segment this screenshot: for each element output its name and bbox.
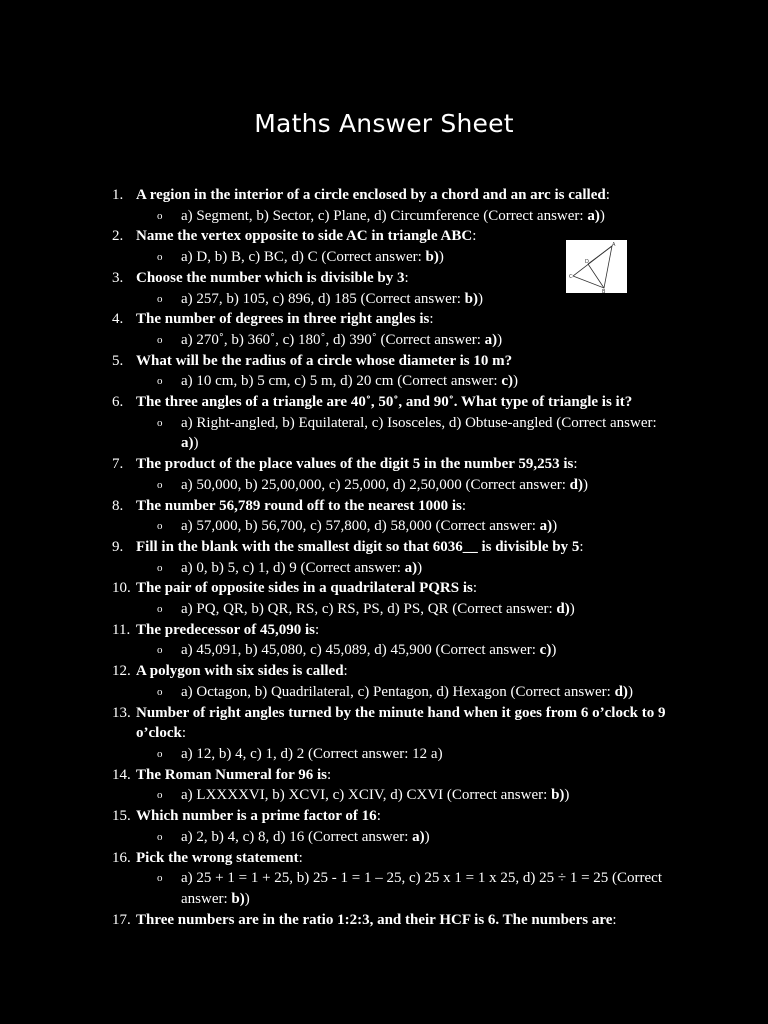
answer-options: [0, 785, 668, 806]
options-text: a) Octagon, b) Quadrilateral, c) Pentagon, d) Hexagon (Correct answer:: [181, 683, 615, 700]
question-text: A region in the interior of a circle enclosed by a chord and an arc is called: [136, 187, 606, 203]
question-colon: :: [315, 621, 320, 638]
question-number: 8.: [112, 497, 124, 514]
options-text: a) 50,000, b) 25,00,000, c) 25,000, d) 2,50,000 (Correct answer:: [181, 476, 570, 493]
question-number: 9.: [112, 538, 124, 555]
correct-answer: a): [181, 435, 194, 452]
question-colon: :: [605, 187, 610, 203]
question-number: 12.: [112, 663, 131, 680]
options-close: ): [564, 787, 570, 804]
question-colon: :: [612, 911, 617, 928]
question-item: [0, 661, 668, 682]
bullet-icon: o: [157, 747, 163, 760]
question-item: [0, 392, 668, 413]
bullet-icon: o: [157, 209, 163, 222]
question-item: [0, 578, 668, 599]
options-close: ): [569, 601, 575, 618]
options-text: a) LXXXXVI, b) XCVI, c) XCIV, d) CXVI (Correct answer:: [181, 787, 552, 804]
question-text: Which number is a prime factor of 16: [136, 808, 377, 825]
answer-options: [0, 640, 668, 661]
question-item: [0, 226, 668, 247]
question-text: Pick the wrong statement: [136, 849, 299, 866]
correct-answer: a): [484, 331, 498, 348]
bullet-icon: o: [157, 830, 163, 843]
correct-answer: d): [556, 601, 570, 618]
question-colon: :: [461, 497, 467, 514]
bullet-icon: o: [157, 478, 163, 491]
question-number: 7.: [112, 456, 124, 473]
answer-options: [0, 413, 668, 454]
question-text: A polygon with six sides is called: [136, 663, 344, 680]
options-text: a) 0, b) 5, c) 1, d) 9 (Correct answer:: [181, 559, 405, 576]
question-number: 4.: [112, 311, 124, 328]
options-text: a) D, b) B, c) BC, d) C (Correct answer:: [181, 249, 426, 266]
question-colon: :: [298, 849, 303, 866]
correct-answer: c): [501, 373, 513, 390]
options-close: ): [497, 331, 503, 348]
question-text: The pair of opposite sides in a quadrilateral PQRS is: [136, 580, 473, 597]
page-title: Maths Answer Sheet: [254, 108, 514, 138]
answer-options: [0, 247, 668, 268]
question-number: 10.: [112, 580, 131, 597]
bullet-icon: o: [157, 644, 163, 657]
question-item: [0, 185, 668, 206]
correct-answer: d): [614, 683, 628, 700]
options-text: a) 57,000, b) 56,700, c) 57,800, d) 58,000 (Correct answer:: [181, 518, 540, 535]
question-colon: :: [181, 725, 186, 742]
question-item: [0, 910, 668, 931]
correct-answer: c): [539, 642, 552, 659]
options-close: ): [599, 207, 605, 224]
question-text: Choose the number which is divisible by 3: [136, 269, 405, 286]
answer-options: [0, 206, 668, 227]
bullet-icon: o: [157, 416, 163, 429]
question-text: The number of degrees in three right angles is: [136, 311, 430, 328]
question-colon: :: [472, 580, 478, 597]
correct-answer: a): [412, 828, 425, 845]
question-number: 16.: [112, 849, 131, 866]
answer-options: [0, 827, 668, 848]
question-number: 17.: [112, 911, 131, 928]
question-number: 14.: [112, 766, 131, 783]
options-text: a) PQ, QR, b) QR, RS, c) RS, PS, d) PS, QR (Correct answer:: [181, 601, 557, 618]
question-colon: :: [343, 663, 348, 680]
question-item: [0, 765, 668, 786]
answer-options: [0, 475, 668, 496]
options-text: a) 270˚, b) 360˚, c) 180˚, d) 390˚ (Correct answer:: [181, 331, 485, 348]
options-close: ): [424, 828, 430, 845]
answer-options: [0, 558, 668, 579]
options-close: ): [583, 476, 589, 493]
answer-options: [0, 289, 668, 310]
answer-options: [0, 599, 668, 620]
bullet-icon: o: [157, 251, 163, 264]
bullet-icon: o: [157, 872, 163, 885]
bullet-icon: o: [157, 789, 163, 802]
question-text: Number of right angles turned by the minute hand when it goes from 6 o’clock to 9 o’clock: [136, 704, 666, 742]
question-text: The number 56,789 round off to the nearest 1000 is: [136, 497, 462, 514]
options-text: a) 12, b) 4, c) 1, d) 2 (Correct answer: 12 a): [181, 745, 443, 762]
answer-options: [0, 330, 668, 351]
question-number: 2.: [112, 228, 124, 245]
question-colon: :: [404, 269, 409, 286]
options-close: ): [438, 249, 444, 266]
bullet-icon: o: [157, 375, 163, 388]
options-close: ): [627, 683, 633, 700]
question-item: [0, 351, 668, 372]
answer-options: [0, 371, 668, 392]
question-item: [0, 620, 668, 641]
options-close: ): [512, 373, 518, 390]
question-colon: :: [579, 538, 584, 555]
question-colon: :: [429, 311, 434, 328]
options-close: ): [244, 890, 250, 907]
svg-text:C: C: [569, 274, 573, 280]
correct-answer: b): [551, 787, 565, 804]
question-colon: :: [472, 228, 477, 245]
options-text: a) 10 cm, b) 5 cm, c) 5 m, d) 20 cm (Correct answer:: [181, 373, 502, 390]
answer-options: [0, 516, 668, 537]
question-number: 5.: [112, 352, 124, 369]
question-colon: :: [326, 766, 332, 783]
svg-text:B: B: [602, 289, 606, 293]
question-item: [0, 496, 668, 517]
question-colon: :: [376, 808, 381, 825]
bullet-icon: o: [157, 685, 163, 698]
options-close: ): [193, 435, 199, 452]
bullet-icon: o: [157, 520, 163, 533]
question-number: 11.: [112, 621, 131, 638]
options-text: a) 2, b) 4, c) 8, d) 16 (Correct answer:: [181, 828, 413, 845]
options-text: a) 45,091, b) 45,080, c) 45,089, d) 45,900 (Correct answer:: [181, 642, 540, 659]
correct-answer: a): [587, 207, 600, 224]
question-item: [0, 703, 668, 744]
correct-answer: b): [425, 249, 439, 266]
options-close: ): [478, 290, 484, 307]
correct-answer: a): [539, 518, 553, 535]
answer-options: [0, 682, 668, 703]
question-text: The predecessor of 45,090 is: [136, 621, 316, 638]
options-close: ): [417, 559, 423, 576]
question-number: 15.: [112, 808, 131, 825]
question-list: [0, 185, 768, 930]
question-text: The product of the place values of the digit 5 in the number 59,253 is: [136, 456, 574, 473]
bullet-icon: o: [157, 603, 163, 616]
options-text: a) 25 + 1 = 1 + 25, b) 25 - 1 = 1 – 25, c) 25 x 1 = 1 x 25, d) 25 ÷ 1 = 25 (Correct answer:: [181, 870, 663, 907]
bullet-icon: o: [157, 292, 163, 305]
question-item: [0, 806, 668, 827]
question-item: [0, 268, 668, 289]
svg-text:D: D: [585, 259, 589, 265]
question-number: 13.: [112, 704, 131, 721]
question-text: Fill in the blank with the smallest digit so that 6036__ is divisible by 5: [136, 538, 580, 555]
options-text: a) Right-angled, b) Equilateral, c) Isosceles, d) Obtuse-angled (Correct answer:: [181, 414, 657, 431]
question-text: The Roman Numeral for 96 is: [136, 766, 327, 783]
question-item: [0, 848, 668, 869]
answer-options: [0, 868, 668, 909]
correct-answer: d): [569, 476, 584, 493]
question-item: [0, 537, 668, 558]
question-number: 3.: [112, 269, 124, 286]
question-text: What will be the radius of a circle whose diameter is 10 m?: [136, 352, 513, 369]
correct-answer: b): [231, 890, 245, 907]
options-text: a) 257, b) 105, c) 896, d) 185 (Correct answer:: [181, 290, 465, 307]
answer-options: [0, 744, 668, 765]
bullet-icon: o: [157, 561, 163, 574]
correct-answer: b): [464, 290, 479, 307]
correct-answer: a): [404, 559, 418, 576]
options-close: ): [552, 518, 558, 535]
options-close: ): [551, 642, 557, 659]
question-text: Three numbers are in the ratio 1:2:3, and their HCF is 6. The numbers are: [136, 911, 613, 928]
svg-text:A: A: [612, 242, 616, 248]
question-text: Name the vertex opposite to side AC in triangle ABC: [136, 228, 473, 245]
question-item: [0, 454, 668, 475]
bullet-icon: o: [157, 333, 163, 346]
question-item: [0, 309, 668, 330]
question-text: The three angles of a triangle are 40˚, 50˚, and 90˚. What type of triangle is it?: [136, 394, 633, 411]
question-colon: :: [573, 456, 578, 473]
options-text: a) Segment, b) Sector, c) Plane, d) Circumference (Correct answer:: [181, 207, 588, 224]
question-number: 6.: [112, 394, 124, 411]
question-number: 1.: [112, 187, 124, 203]
